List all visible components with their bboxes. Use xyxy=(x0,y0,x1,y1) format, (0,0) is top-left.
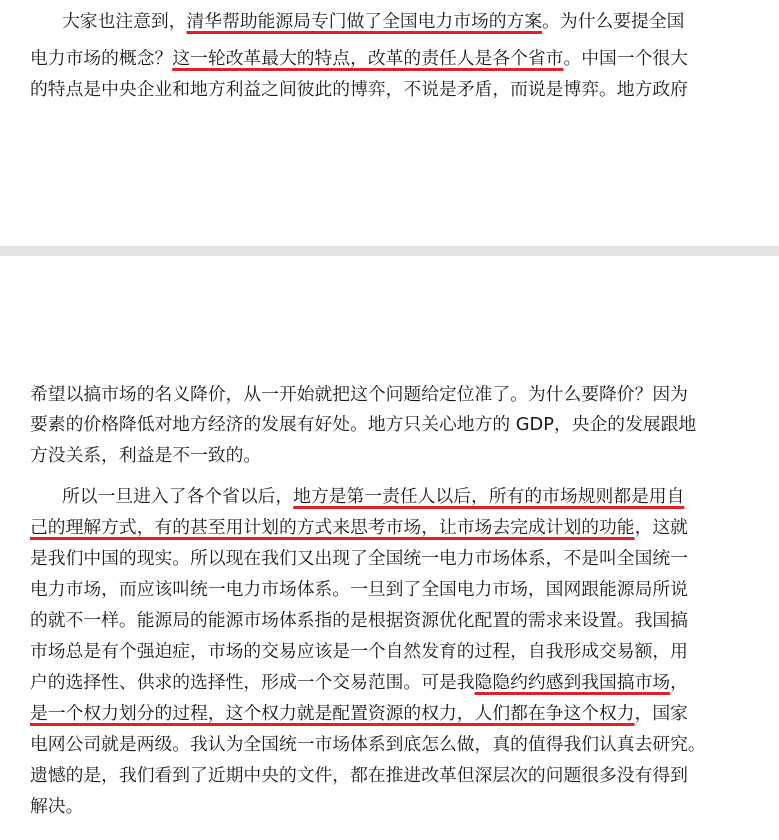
paragraph-line xyxy=(30,543,688,574)
text-segment: 遗憾的是，我们看到了近期中央的文件，都在推进改革但深层次的问题很多没有得到 xyxy=(30,765,688,786)
text-segment: 。中国一个很大 xyxy=(563,48,688,69)
paragraph-line xyxy=(30,605,688,636)
text-segment: 。为什么要提全国 xyxy=(542,11,685,32)
paragraph-line xyxy=(30,636,688,667)
paragraph-line xyxy=(62,6,684,37)
text-segment: 的就不一样。能源局的能源市场体系指的是根据资源优化配置的需求来设置。我国搞 xyxy=(30,610,688,631)
text-segment: ， xyxy=(670,672,688,693)
text-segment: ，国家 xyxy=(634,703,688,724)
underlined-text: 清华帮助能源局专门做了全国电力市场的方案 xyxy=(186,11,543,32)
text-segment: 市场总是有个强迫症，市场的交易应该是一个自然发育的过程，自我形成交易额，用 xyxy=(30,641,688,662)
paragraph-line xyxy=(30,74,688,105)
text-segment: 方没关系，利益是不一致的。 xyxy=(30,445,262,466)
paragraph-line xyxy=(30,667,688,698)
paragraph-line xyxy=(30,574,688,605)
paragraph-line xyxy=(30,760,688,791)
text-segment: 电网公司就是两级。我认为全国统一市场体系到底怎么做，真的值得我们认真去研究。 xyxy=(30,734,706,755)
paragraph-line xyxy=(30,698,688,729)
page-separator xyxy=(0,246,779,256)
underlined-text: 地方是第一责任人以后，所有的市场规则都是用自 xyxy=(293,486,685,507)
underlined-text: 这一轮改革最大的特点，改革的责任人是各个省市 xyxy=(172,48,564,69)
underlined-text: 己的理解方式，有的甚至用计划的方式来思考市场，让市场去完成计划的功能 xyxy=(30,517,635,538)
text-segment: 希望以搞市场的名义降价，从一开始就把这个问题给定位准了。为什么要降价？因为 xyxy=(30,384,688,405)
paragraph-line xyxy=(30,409,696,440)
paragraph-line xyxy=(30,379,688,410)
text-segment: 电力市场，而应该叫统一电力市场体系。一旦到了全国电力市场，国网跟能源局所说 xyxy=(30,579,688,600)
paragraph-line xyxy=(62,481,684,512)
document-page-top xyxy=(0,0,779,246)
text-segment: 大家也注意到， xyxy=(62,11,187,32)
paragraph-line xyxy=(30,729,706,760)
underlined-text: 是一个权力划分的过程，这个权力就是配置资源的权力，人们都在争这个权力 xyxy=(30,703,635,724)
paragraph-line xyxy=(30,512,688,543)
text-segment: ，这就 xyxy=(634,517,688,538)
document-page-bottom xyxy=(0,256,779,840)
paragraph-line xyxy=(30,43,688,74)
text-segment: 是我们中国的现实。所以现在我们又出现了全国统一电力市场体系，不是叫全国统一 xyxy=(30,548,688,569)
text-segment: 要素的价格降低对地方经济的发展有好处。地方只关心地方的 GDP，央企的发展跟地 xyxy=(30,414,697,435)
paragraph-line xyxy=(30,440,261,471)
paragraph-line xyxy=(30,791,83,822)
text-segment: 解决。 xyxy=(30,796,84,817)
underlined-text: 隐隐约约感到我国搞市场 xyxy=(474,672,671,693)
text-segment: 所以一旦进入了各个省以后， xyxy=(62,486,294,507)
text-segment: 的特点是中央企业和地方利益之间彼此的博弈，不说是矛盾，而说是博弈。地方政府 xyxy=(30,79,688,100)
text-segment: 电力市场的概念？ xyxy=(30,48,173,69)
text-segment: 户的选择性、供求的选择性，形成一个交易范围。可是我 xyxy=(30,672,475,693)
